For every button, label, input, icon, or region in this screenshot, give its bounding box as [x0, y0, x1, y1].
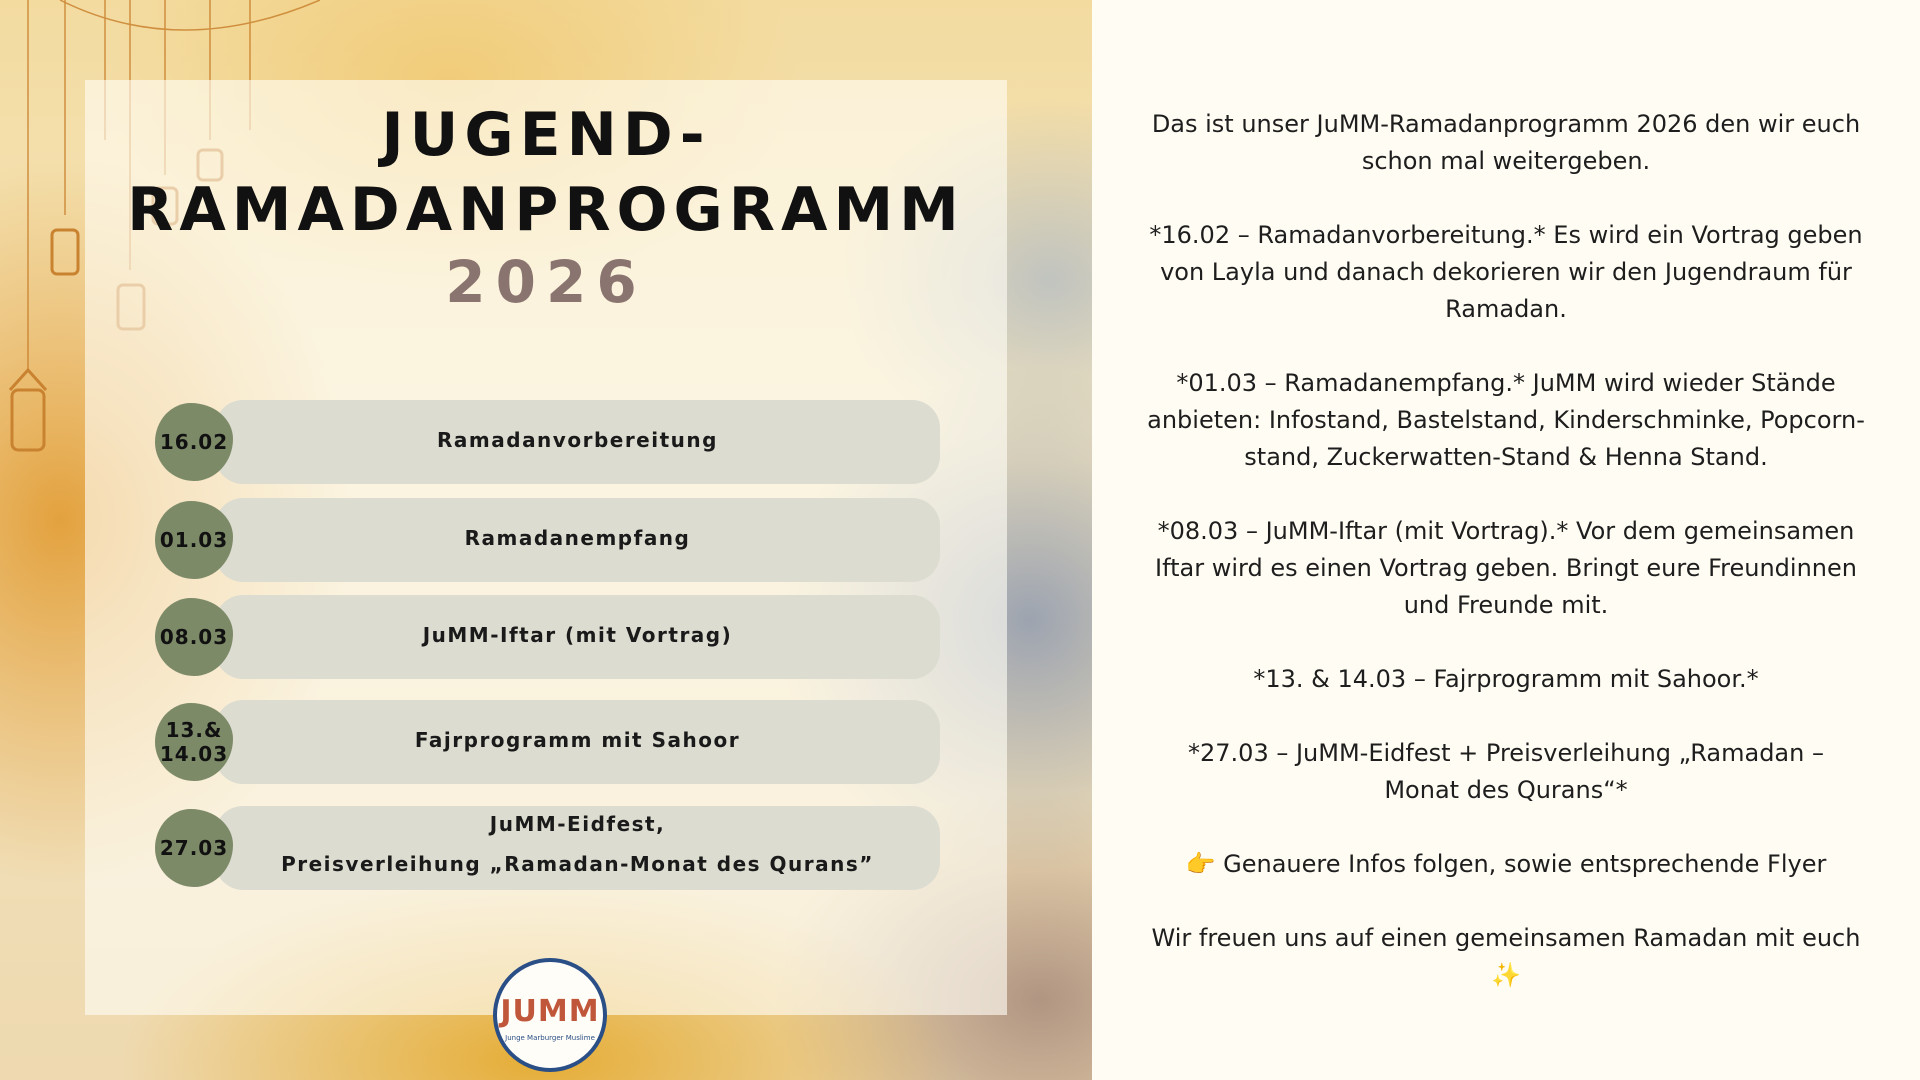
event-paragraph-1602 — [1122, 217, 1890, 328]
closing-paragraph — [1122, 920, 1890, 994]
text-line: *13. & 14.03 – Fajrprogramm mit Sahoor.* — [1253, 665, 1759, 693]
event-date: 08.03 — [159, 625, 229, 649]
intro-paragraph — [1122, 106, 1890, 180]
logo-wordmark: JUMM — [500, 994, 600, 1029]
sparkle-emoji: ✨ — [1491, 961, 1521, 989]
event-row — [155, 700, 940, 784]
event-label: Ramadanvorbereitung — [437, 428, 718, 452]
event-date: 16.02 — [159, 430, 229, 454]
event-row — [155, 595, 940, 679]
text-line: Monat des Qurans“* — [1384, 776, 1628, 804]
event-label: JuMM-Iftar (mit Vortrag) — [422, 623, 733, 647]
event-row — [155, 400, 940, 484]
text-line: Iftar wird es einen Vortrag geben. Bringt eure Freundinnen — [1155, 554, 1857, 582]
event-row — [155, 806, 940, 890]
text-line: stand, Zuckerwatten-Stand & Henna Stand. — [1244, 443, 1768, 471]
info-paragraph — [1122, 846, 1890, 883]
text-line: Wir freuen uns auf einen gemeinsamen Ramadan mit euch — [1151, 924, 1861, 952]
event-row — [155, 498, 940, 582]
event-paragraph-2703 — [1122, 735, 1890, 809]
poster-title-line2: RAMADANPROGRAMM — [127, 175, 965, 245]
logo-subtitle: Junge Marburger Muslime — [505, 1034, 595, 1042]
event-paragraph-0803 — [1122, 513, 1890, 624]
text-line: von Layla und danach dekorieren wir den Jugendraum für — [1160, 258, 1852, 286]
text-line: Ramadan. — [1445, 295, 1567, 323]
poster-title-line1: JUGEND- — [381, 100, 711, 170]
event-date: 01.03 — [159, 528, 229, 552]
text-line: anbieten: Infostand, Bastelstand, Kinderschminke, Popcorn- — [1147, 406, 1865, 434]
event-date: 27.03 — [159, 836, 229, 860]
text-line: schon mal weitergeben. — [1361, 147, 1651, 175]
event-date-line1: 13.& — [165, 718, 223, 742]
event-paragraph-1314 — [1122, 661, 1890, 698]
event-paragraph-0103 — [1122, 365, 1890, 476]
text-line: *16.02 – Ramadanvorbereitung.* Es wird ein Vortrag geben — [1149, 221, 1863, 249]
program-card — [85, 80, 1007, 1015]
text-line: *01.03 – Ramadanempfang.* JuMM wird wieder Stände — [1176, 369, 1836, 397]
text-line: Das ist unser JuMM-Ramadanprogramm 2026 den wir euch — [1151, 110, 1861, 138]
poster-title-year: 2026 — [445, 248, 647, 316]
text-line: und Freunde mit. — [1403, 591, 1609, 619]
jumm-logo — [493, 958, 607, 1072]
text-line: *27.03 – JuMM-Eidfest + Preisverleihung „Ramadan – — [1188, 739, 1824, 767]
event-label-line1: JuMM-Eidfest, — [489, 812, 666, 836]
description-panel — [1092, 0, 1920, 1080]
event-date-line2: 14.03 — [159, 742, 229, 766]
event-label: Ramadanempfang — [464, 526, 691, 550]
event-label: Fajrprogramm mit Sahoor — [414, 728, 741, 752]
text-line: *08.03 – JuMM-Iftar (mit Vortrag).* Vor dem gemeinsamen — [1157, 517, 1855, 545]
text-line: 👉 Genauere Infos folgen, sowie entsprechende Flyer — [1185, 850, 1827, 878]
event-label-line2: Preisverleihung „Ramadan-Monat des Qurans” — [281, 852, 874, 876]
